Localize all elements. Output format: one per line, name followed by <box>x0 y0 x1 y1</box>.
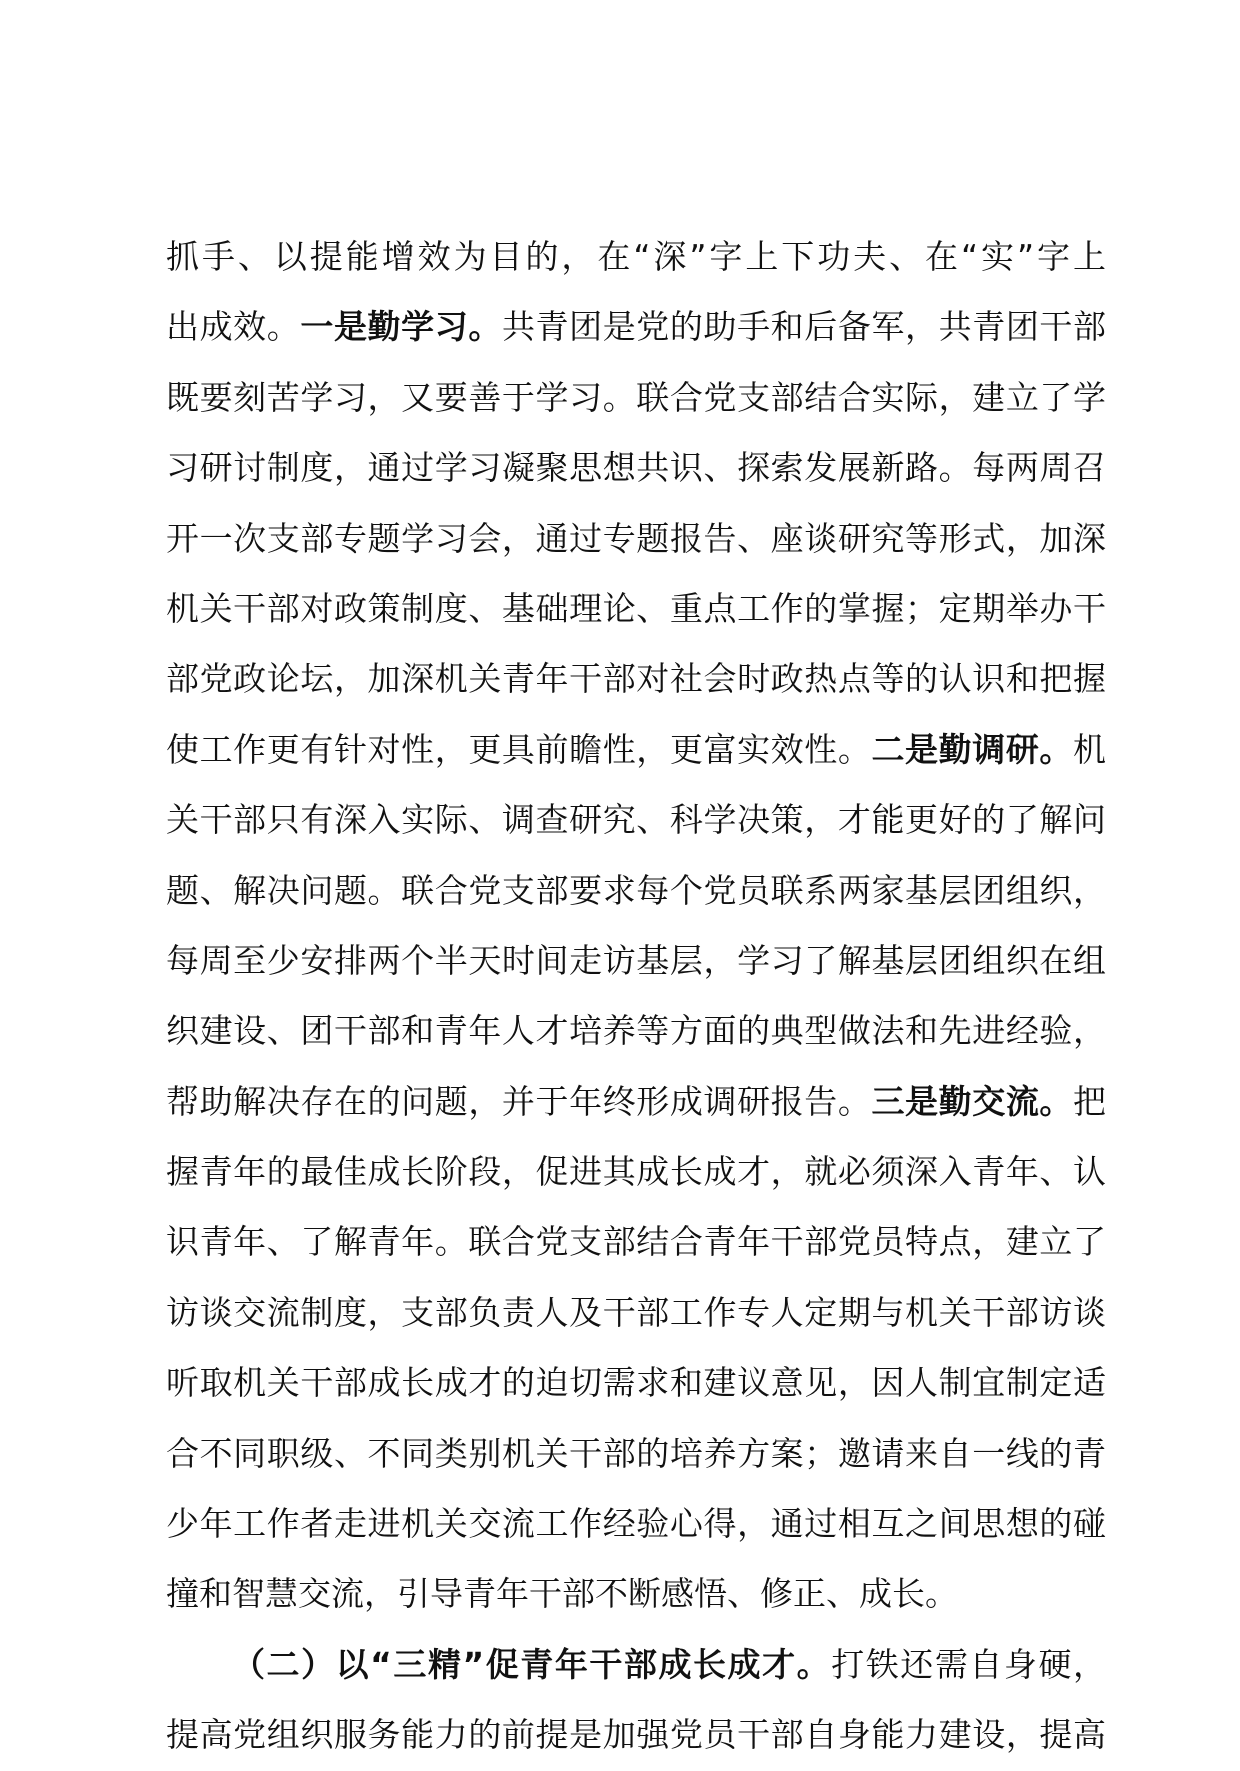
text-segment: 识青年、了解青年。联合党支部结合青年干部党员特点，建立了 <box>166 1222 1106 1262</box>
text-line <box>166 433 1106 503</box>
text-segment: 访谈交流制度，支部负责人及干部工作专人定期与机关干部访谈 <box>166 1292 1106 1332</box>
bold-text-segment: （二）以“三精”促青年干部成长成才。 <box>232 1644 832 1684</box>
text-line <box>166 1700 1106 1770</box>
text-line <box>166 1137 1106 1207</box>
text-line <box>166 644 1106 714</box>
text-segment: 关干部只有深入实际、调查研究、科学决策，才能更好的了解问 <box>166 800 1106 840</box>
document-body <box>166 222 1106 1771</box>
text-segment: 提高党组织服务能力的前提是加强党员干部自身能力建设，提高 <box>166 1715 1106 1755</box>
text-segment: 把 <box>1073 1081 1106 1121</box>
text-segment: 帮助解决存在的问题，并于年终形成调研报告。 <box>166 1081 872 1121</box>
text-segment: 每周至少安排两个半天时间走访基层，学习了解基层团组织在组 <box>166 940 1106 980</box>
text-segment: 抓手、以提能增效为目的，在“深”字上下功夫、在“实”字上 <box>166 237 1106 276</box>
text-segment: 机 <box>1073 729 1106 769</box>
text-segment: 握青年的最佳成长阶段，促进其成长成才，就必须深入青年、认 <box>166 1152 1106 1192</box>
text-segment: 打铁还需自身硬， <box>831 1644 1106 1684</box>
text-segment: 少年工作者走进机关交流工作经验心得，通过相互之间思想的碰 <box>166 1504 1106 1544</box>
text-line <box>166 363 1106 433</box>
text-line <box>166 504 1106 574</box>
text-line <box>166 1278 1106 1348</box>
text-segment: 撞和智慧交流，引导青年干部不断感悟、修正、成长。 <box>166 1574 958 1614</box>
text-line <box>166 1207 1106 1277</box>
bold-text-segment: 二是勤调研。 <box>871 729 1074 769</box>
text-segment: 机关干部对政策制度、基础理论、重点工作的掌握；定期举办干 <box>166 588 1106 628</box>
text-line <box>166 1489 1106 1559</box>
text-segment: 共青团是党的助手和后备军，共青团干部 <box>501 307 1106 347</box>
text-segment: 习研讨制度，通过学习凝聚思想共识、探索发展新路。每两周召 <box>166 448 1106 488</box>
text-line <box>166 1559 1106 1629</box>
text-segment: 部党政论坛，加深机关青年干部对社会时政热点等的认识和把握 <box>166 659 1106 699</box>
text-segment: 既要刻苦学习，又要善于学习。联合党支部结合实际，建立了学 <box>166 377 1106 417</box>
text-line <box>166 856 1106 926</box>
bold-text-segment: 一是勤学习。 <box>300 307 502 347</box>
text-line <box>166 1348 1106 1418</box>
text-line <box>166 785 1106 855</box>
text-line <box>166 1067 1106 1137</box>
text-segment: 题、解决问题。联合党支部要求每个党员联系两家基层团组织， <box>166 870 1106 910</box>
text-line <box>166 222 1106 292</box>
text-segment: 织建设、团干部和青年人才培养等方面的典型做法和先进经验， <box>166 1011 1106 1051</box>
text-segment: 合不同职级、不同类别机关干部的培养方案；邀请来自一线的青 <box>166 1433 1106 1473</box>
text-line <box>166 574 1106 644</box>
text-segment: 使工作更有针对性，更具前瞻性，更富实效性。 <box>166 729 872 769</box>
text-line <box>166 1630 1106 1700</box>
text-segment: 开一次支部专题学习会，通过专题报告、座谈研究等形式，加深 <box>166 518 1106 558</box>
text-segment: 听取机关干部成长成才的迫切需求和建议意见，因人制宜制定适 <box>166 1363 1106 1403</box>
text-line <box>166 1419 1106 1489</box>
text-line <box>166 715 1106 785</box>
text-segment: 出成效。 <box>166 307 301 347</box>
text-line <box>166 996 1106 1066</box>
bold-text-segment: 三是勤交流。 <box>871 1081 1074 1121</box>
text-line <box>166 292 1106 362</box>
text-line <box>166 926 1106 996</box>
